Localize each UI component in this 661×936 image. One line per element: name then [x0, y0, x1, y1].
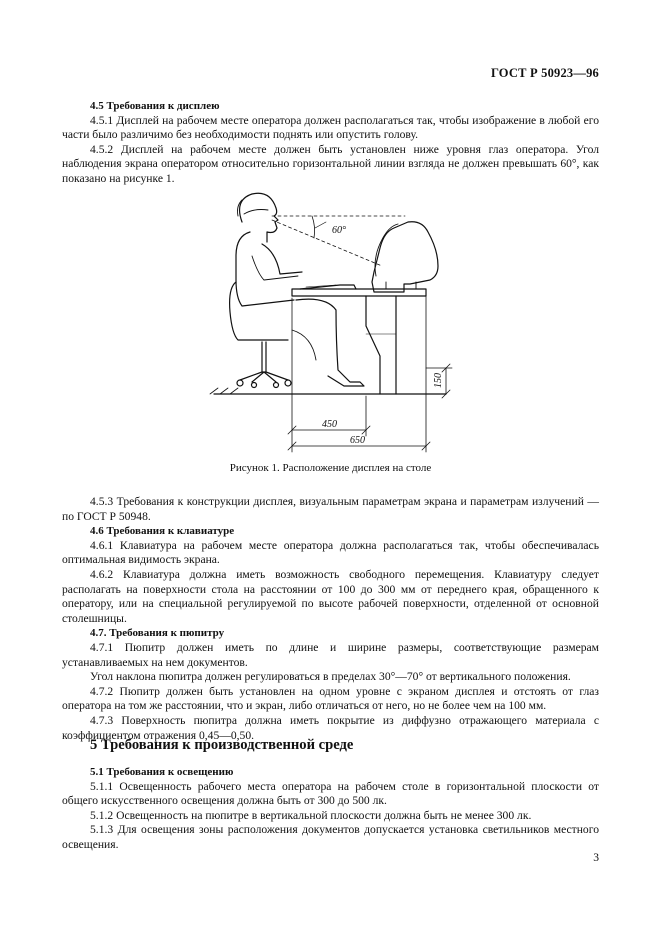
paragraph: 4.7.1 Пюпитр должен иметь по длине и ширине размеры, соответствующие размерам устанавливаемых на нем документов. [62, 640, 599, 669]
dim-650-label: 650 [350, 435, 365, 446]
sections-4-5-3-to-4-7 [62, 495, 599, 743]
section-title: 5.1 Требования к освещению [90, 766, 234, 778]
paragraph: 5.1.3 Для освещения зоны расположения документов допускается установка светильников местного освещения. [62, 823, 599, 851]
monitor [372, 222, 438, 292]
paragraph: 4.5.3 Требования к конструкции дисплея, визуальным параметрам экрана и параметрам излучений — по ГОСТ Р 50948. [62, 495, 599, 523]
section-5-heading: 5 Требования к производственной среде [90, 737, 354, 753]
paragraph: 5.1.2 Освещенность на пюпитре в вертикальной плоскости должна быть не менее 300 лк. [90, 808, 532, 822]
paragraph: Угол наклона пюпитра должен регулироваться в пределах 30°—70° от вертикального положения. [90, 670, 571, 684]
paragraph: 4.6.2 Клавиатура должна иметь возможность свободного перемещения. Клавиатуру следует располагать на поверхности стола на расстоянии от 100 до 300 мм от переднего края, обращенного к оператору, или на специальной регулируемой по высоте рабочей поверхности, отделенной от основной столешницы. [62, 567, 599, 625]
chair-base [240, 372, 288, 382]
operator-leg [296, 299, 364, 386]
page-number: 3 [593, 851, 599, 864]
paragraph: 4.6.1 Клавиатура на рабочем месте оператора должна располагаться так, чтобы обеспечивалась оптимальная видимость экрана. [62, 538, 599, 567]
desk-support [366, 296, 380, 394]
paragraph: 5.1.1 Освещенность рабочего места оператора на рабочем столе в горизонтальной плоскости от общего искусственного освещения должна быть от 300 до 500 лк. [62, 779, 599, 808]
figure-caption: Рисунок 1. Расположение дисплея на столе [229, 462, 432, 474]
angle-label: 60° [332, 225, 346, 236]
paragraph: 4.5.2 Дисплей на рабочем месте должен быть установлен ниже уровня глаз оператора. Угол наблюдения экрана оператором относительно горизонтальной линии взгляда не должен превышать 60°, как показано на рисунке 1. [62, 142, 599, 185]
document-id: ГОСТ Р 50923—96 [490, 66, 599, 80]
sight-angle-line [272, 220, 382, 266]
section-title: 4.6 Требования к клавиатуре [90, 525, 235, 538]
paragraph: 4.5.1 Дисплей на рабочем месте оператора должен располагаться так, чтобы изображение в любой его части было различимо без необходимости поднять или опустить голову. [62, 113, 599, 142]
section-5-1 [62, 765, 599, 853]
operator-torso [236, 232, 294, 306]
section-title: 4.5 Требования к дисплею [90, 100, 220, 112]
paragraph: 4.7.2 Пюпитр должен быть установлен на одном уровне с экраном дисплея и отстоять от глаз оператора на том же расстоянии, что и экран, либо отличаться от него, но не более чем на 100 мм. [62, 684, 599, 713]
dim-450-label: 450 [322, 419, 337, 430]
operator-arm [262, 244, 302, 274]
chair-back [230, 282, 288, 340]
paragraph: 4.7.3 Поверхность пюпитра должна иметь покрытие из диффузно отражающего материала с коэффициентом отражения 0,45—0,50. [62, 713, 599, 742]
section-title: 4.7. Требования к пюпитру [90, 627, 225, 640]
height-label: 150 [433, 373, 444, 388]
desk-top [292, 289, 426, 296]
